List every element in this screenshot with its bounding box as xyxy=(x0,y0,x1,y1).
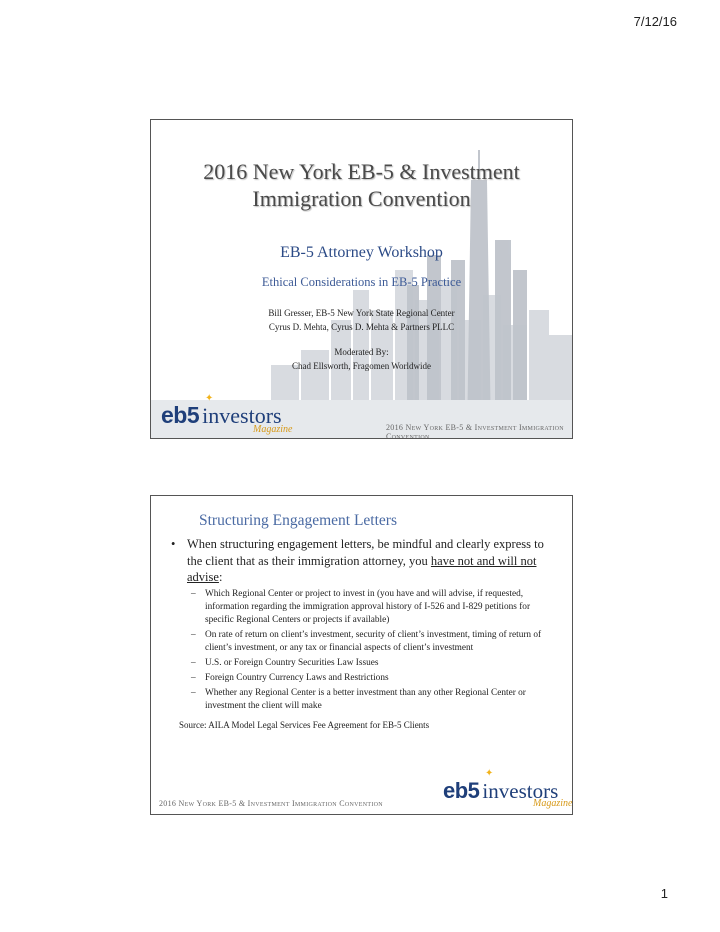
speaker-1: Bill Gresser, EB-5 New York State Regional Center xyxy=(268,308,455,318)
list-item: – Foreign Country Currency Laws and Restrictions xyxy=(191,672,389,683)
slide-title: 2016 New York EB-5 & Investment Immigration Convention xyxy=(203,159,520,211)
main-bullet-text: When structuring engagement letters, be mindful and clearly express to the client that as their immigration attorney, you have not and will not advise: xyxy=(187,537,544,584)
speaker-2: Cyrus D. Mehta, Cyrus D. Mehta & Partners PLLC xyxy=(268,322,455,332)
emphasis-text: have not and will not advise xyxy=(187,553,537,584)
topic-subtitle: Ethical Considerations in EB-5 Practice xyxy=(261,275,462,289)
convention-footer: 2016 New York EB-5 & Investment Immigration Convention xyxy=(159,799,383,808)
list-item: – Whether any Regional Center is a better investment than any other Regional Center or investment the client will make xyxy=(191,687,526,711)
workshop-subtitle: EB-5 Attorney Workshop xyxy=(280,244,443,261)
list-item: – On rate of return on client’s investment, security of client’s investment, timing of return of client’s investment, or any tax or financial aspects of client’s investment xyxy=(191,629,542,653)
title-slide xyxy=(150,119,573,439)
eb5-investors-logo: eb5 investors ✦ Magazine xyxy=(443,768,573,809)
convention-footer: 2016 New York EB-5 & Investment Immigration Convention xyxy=(386,423,564,439)
engagement-letters-slide xyxy=(150,495,573,815)
page-number: 1 xyxy=(660,886,668,901)
star-icon: ✦ xyxy=(205,393,214,404)
main-bullet xyxy=(171,536,561,586)
source-note: Source: AILA Model Legal Services Fee Agreement for EB-5 Clients xyxy=(179,719,430,730)
list-item: – Which Regional Center or project to invest in (you have and will advise, if requested, information regarding the immigration approval history of I-526 and I-829 petitions for specific Regional Centers or projects if available) xyxy=(191,588,531,625)
moderator: Chad Ellsworth, Fragomen Worldwide xyxy=(291,361,432,371)
eb5-investors-logo: eb5 investors ✦ Magazine xyxy=(161,393,293,435)
list-item: – U.S. or Foreign Country Securities Law Issues xyxy=(191,657,379,668)
moderated-label: Moderated By: xyxy=(334,347,389,357)
bullet-icon: • xyxy=(171,537,176,551)
page-date: 7/12/16 xyxy=(633,14,677,29)
slide-title: Structuring Engagement Letters xyxy=(199,512,397,529)
slide-body xyxy=(171,536,561,733)
star-icon: ✦ xyxy=(485,768,494,779)
